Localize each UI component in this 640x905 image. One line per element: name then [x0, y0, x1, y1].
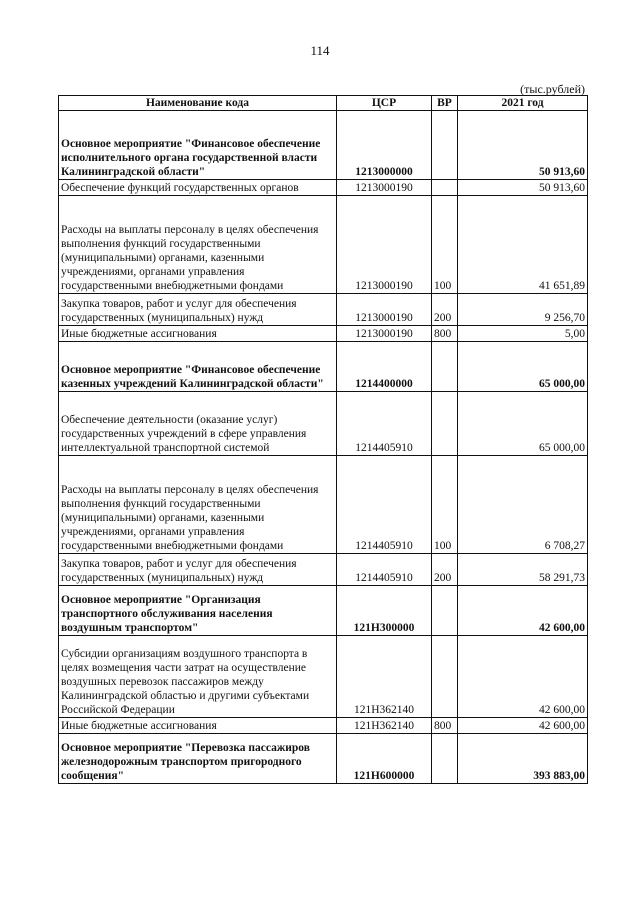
row-vr	[432, 111, 458, 180]
header-name: Наименование кода	[59, 96, 337, 111]
row-csr: 1214405910	[337, 456, 432, 554]
row-amount: 41 651,89	[458, 196, 588, 294]
table-row	[59, 326, 588, 342]
table-row	[59, 718, 588, 734]
row-csr: 1213000190	[337, 180, 432, 196]
row-amount: 42 600,00	[458, 586, 588, 636]
row-name: Обеспечение деятельности (оказание услуг) государственных учреждений в сфере управления интеллектуальной транспортной системой	[59, 392, 337, 456]
budget-table	[58, 95, 588, 784]
row-name: Расходы на выплаты персоналу в целях обеспечения выполнения функций государственными (муниципальными) органами, казенными учреждениями, органами управления государственными внебюджетными фондами	[59, 456, 337, 554]
row-amount: 58 291,73	[458, 554, 588, 586]
row-csr: 121Н600000	[337, 734, 432, 784]
header-vr: ВР	[432, 96, 458, 111]
table-row	[59, 554, 588, 586]
table-row	[59, 294, 588, 326]
row-csr: 121Н362140	[337, 636, 432, 718]
row-name: Основное мероприятие "Организация транспортного обслуживания населения воздушным транспортом"	[59, 586, 337, 636]
row-csr: 1213000190	[337, 294, 432, 326]
unit-label: (тыс.рублей)	[520, 82, 585, 96]
page-number: 114	[310, 43, 330, 58]
row-vr: 800	[432, 718, 458, 734]
row-vr: 800	[432, 326, 458, 342]
row-name: Расходы на выплаты персоналу в целях обеспечения выполнения функций государственными (муниципальными) органами, казенными учреждениями, органами управления государственными внебюджетными фондами	[59, 196, 337, 294]
row-amount: 50 913,60	[458, 111, 588, 180]
row-amount: 6 708,27	[458, 456, 588, 554]
row-csr: 1213000000	[337, 111, 432, 180]
row-vr	[432, 636, 458, 718]
table-header-row	[59, 96, 588, 111]
row-name: Иные бюджетные ассигнования	[59, 718, 337, 734]
row-vr	[432, 586, 458, 636]
row-vr: 200	[432, 294, 458, 326]
row-vr	[432, 180, 458, 196]
row-name: Закупка товаров, работ и услуг для обеспечения государственных (муниципальных) нужд	[59, 294, 337, 326]
row-vr: 100	[432, 456, 458, 554]
row-amount: 393 883,00	[458, 734, 588, 784]
row-vr	[432, 734, 458, 784]
row-amount: 9 256,70	[458, 294, 588, 326]
table-row	[59, 196, 588, 294]
table-row	[59, 456, 588, 554]
row-name: Основное мероприятие "Перевозка пассажиров железнодорожным транспортом пригородного сообщения"	[59, 734, 337, 784]
table-row	[59, 636, 588, 718]
row-amount: 50 913,60	[458, 180, 588, 196]
table-row	[59, 392, 588, 456]
row-name: Субсидии организациям воздушного транспорта в целях возмещения части затрат на осуществление воздушных перевозок пассажиров между Калининградской областью и другими субъектами Российской Федерации	[59, 636, 337, 718]
row-csr: 1214405910	[337, 554, 432, 586]
header-year: 2021 год	[458, 96, 588, 111]
row-amount: 65 000,00	[458, 392, 588, 456]
row-amount: 65 000,00	[458, 342, 588, 392]
row-name: Основное мероприятие "Финансовое обеспечение казенных учреждений Калининградской области"	[59, 342, 337, 392]
row-vr	[432, 342, 458, 392]
row-name: Закупка товаров, работ и услуг для обеспечения государственных (муниципальных) нужд	[59, 554, 337, 586]
row-amount: 5,00	[458, 326, 588, 342]
row-amount: 42 600,00	[458, 636, 588, 718]
header-csr: ЦСР	[337, 96, 432, 111]
row-vr: 200	[432, 554, 458, 586]
table-row	[59, 586, 588, 636]
table-row	[59, 180, 588, 196]
row-vr	[432, 392, 458, 456]
row-name: Иные бюджетные ассигнования	[59, 326, 337, 342]
row-name: Основное мероприятие "Финансовое обеспечение исполнительного органа государственной власти Калининградской области"	[59, 111, 337, 180]
table-row	[59, 342, 588, 392]
row-vr: 100	[432, 196, 458, 294]
row-csr: 1214400000	[337, 342, 432, 392]
table-row	[59, 734, 588, 784]
row-csr: 1213000190	[337, 326, 432, 342]
row-csr: 1213000190	[337, 196, 432, 294]
row-amount: 42 600,00	[458, 718, 588, 734]
row-name: Обеспечение функций государственных органов	[59, 180, 337, 196]
row-csr: 121Н300000	[337, 586, 432, 636]
table-row	[59, 111, 588, 180]
row-csr: 121Н362140	[337, 718, 432, 734]
row-csr: 1214405910	[337, 392, 432, 456]
